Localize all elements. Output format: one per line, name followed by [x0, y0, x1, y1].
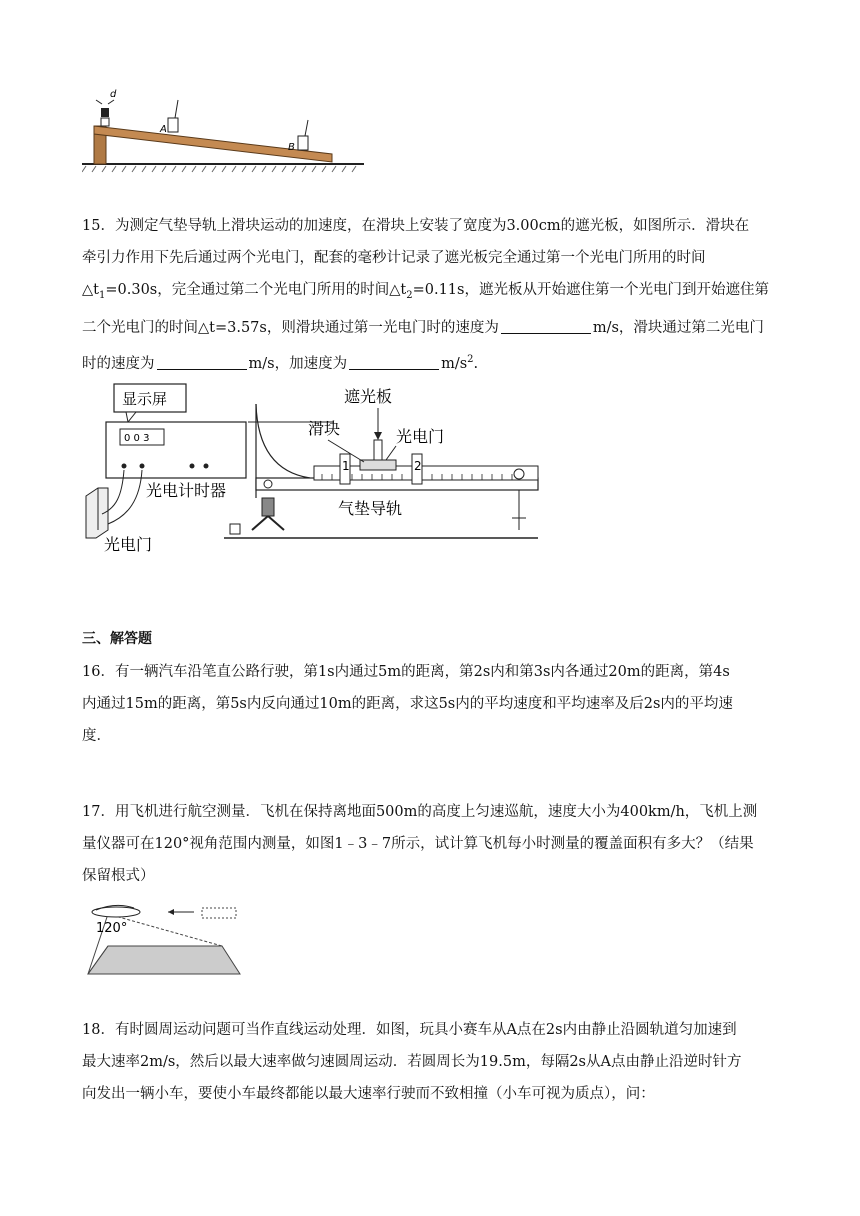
label-gate: 光电门 [396, 427, 445, 446]
question-17 [82, 796, 782, 892]
q15-sub2: 2 [406, 289, 413, 301]
q15-line2: 牵引力作用下先后通过两个光电门，配套的毫秒计记录了遮光板完全通过第一个光电门所用的时间 [82, 250, 706, 266]
answer-blank-3[interactable] [349, 368, 439, 370]
survey-plane-figure [82, 902, 242, 976]
label-gate-left: 光电门 [104, 535, 153, 552]
q15-line4a: 二个光电门的时间△t=3.57s，则滑块通过第一光电门时的速度为 [82, 319, 499, 336]
q15-line5b: m/s，加速度为 [248, 355, 348, 372]
q16-line1: 16．有一辆汽车沿笔直公路行驶，第1s内通过5m的距离，第2s内和第3s内各通过20m的距离，第4s [82, 664, 730, 680]
label-digits: 0 0 3 [124, 433, 150, 444]
q17-line3: 保留根式） [82, 868, 155, 884]
q15-line3c: =0.30s，完全通过第二个光电门所用的时间△t [105, 282, 407, 298]
q15-number: 15． [82, 218, 115, 234]
label-d: d [110, 89, 117, 100]
label-angle: 120° [96, 921, 128, 936]
label-timer: 光电计时器 [146, 481, 227, 500]
label-gate1: 1 [342, 459, 350, 473]
label-b: B [288, 142, 295, 153]
q15-sub1: 1 [98, 289, 106, 301]
q15-sup: 2 [467, 353, 474, 365]
label-gate2: 2 [414, 459, 422, 473]
label-shutter: 遮光板 [344, 387, 393, 406]
q15-line1: 为测定气垫导轨上滑块运动的加速度，在滑块上安装了宽度为3.00cm的遮光板，如图所示．滑块在 [114, 218, 750, 234]
q16-line3: 度． [82, 728, 111, 744]
q15-line5e: . [473, 355, 479, 372]
question-15 [82, 210, 782, 380]
question-18 [82, 1014, 782, 1110]
q17-line1: 17．用飞机进行航空测量．飞机在保持离地面500m的高度上匀速巡航，速度大小为400km/h，飞机上测 [82, 804, 758, 820]
answer-blank-2[interactable] [157, 368, 247, 370]
q15-line4b: m/s，滑块通过第二光电门 [592, 319, 764, 336]
q17-line2: 量仪器可在120°视角范围内测量，如图1﹣3﹣7所示，试计算飞机每小时测量的覆盖面积有多大？（结果 [82, 836, 754, 852]
air-track-figure [82, 378, 540, 552]
q15-line3e: =0.11s，遮光板从开始遮住第一个光电门到开始遮住第 [412, 282, 769, 298]
question-16 [82, 656, 782, 752]
q16-line2: 内通过15m的距离，第5s内反向通过10m的距离，求这5s内的平均速度和平均速率及后2s内的平均速 [82, 696, 733, 712]
incline-figure [82, 82, 364, 174]
label-a: A [160, 124, 167, 135]
answer-blank-1[interactable] [501, 332, 591, 334]
q15-line5a: 时的速度为 [82, 355, 155, 372]
q15-line5c: m/s [441, 355, 468, 372]
q18-line3: 向发出一辆小车，要使小车最终都能以最大速率行驶而不致相撞（小车可视为质点），问： [82, 1086, 655, 1102]
section-heading: 三、解答题 [82, 631, 152, 647]
label-slider: 滑块 [308, 419, 341, 438]
q15-line3a: △t [82, 282, 99, 298]
q18-line2: 最大速率2m/s，然后以最大速率做匀速圆周运动．若圆周长为19.5m，每隔2s从A点由静止沿逆时针方 [82, 1054, 742, 1070]
label-display: 显示屏 [122, 390, 168, 408]
label-rail: 气垫导轨 [338, 499, 403, 518]
q18-line1: 18．有时圆周运动问题可当作直线运动处理．如图，玩具小赛车从A点在2s内由静止沿圆轨道匀加速到 [82, 1022, 737, 1038]
